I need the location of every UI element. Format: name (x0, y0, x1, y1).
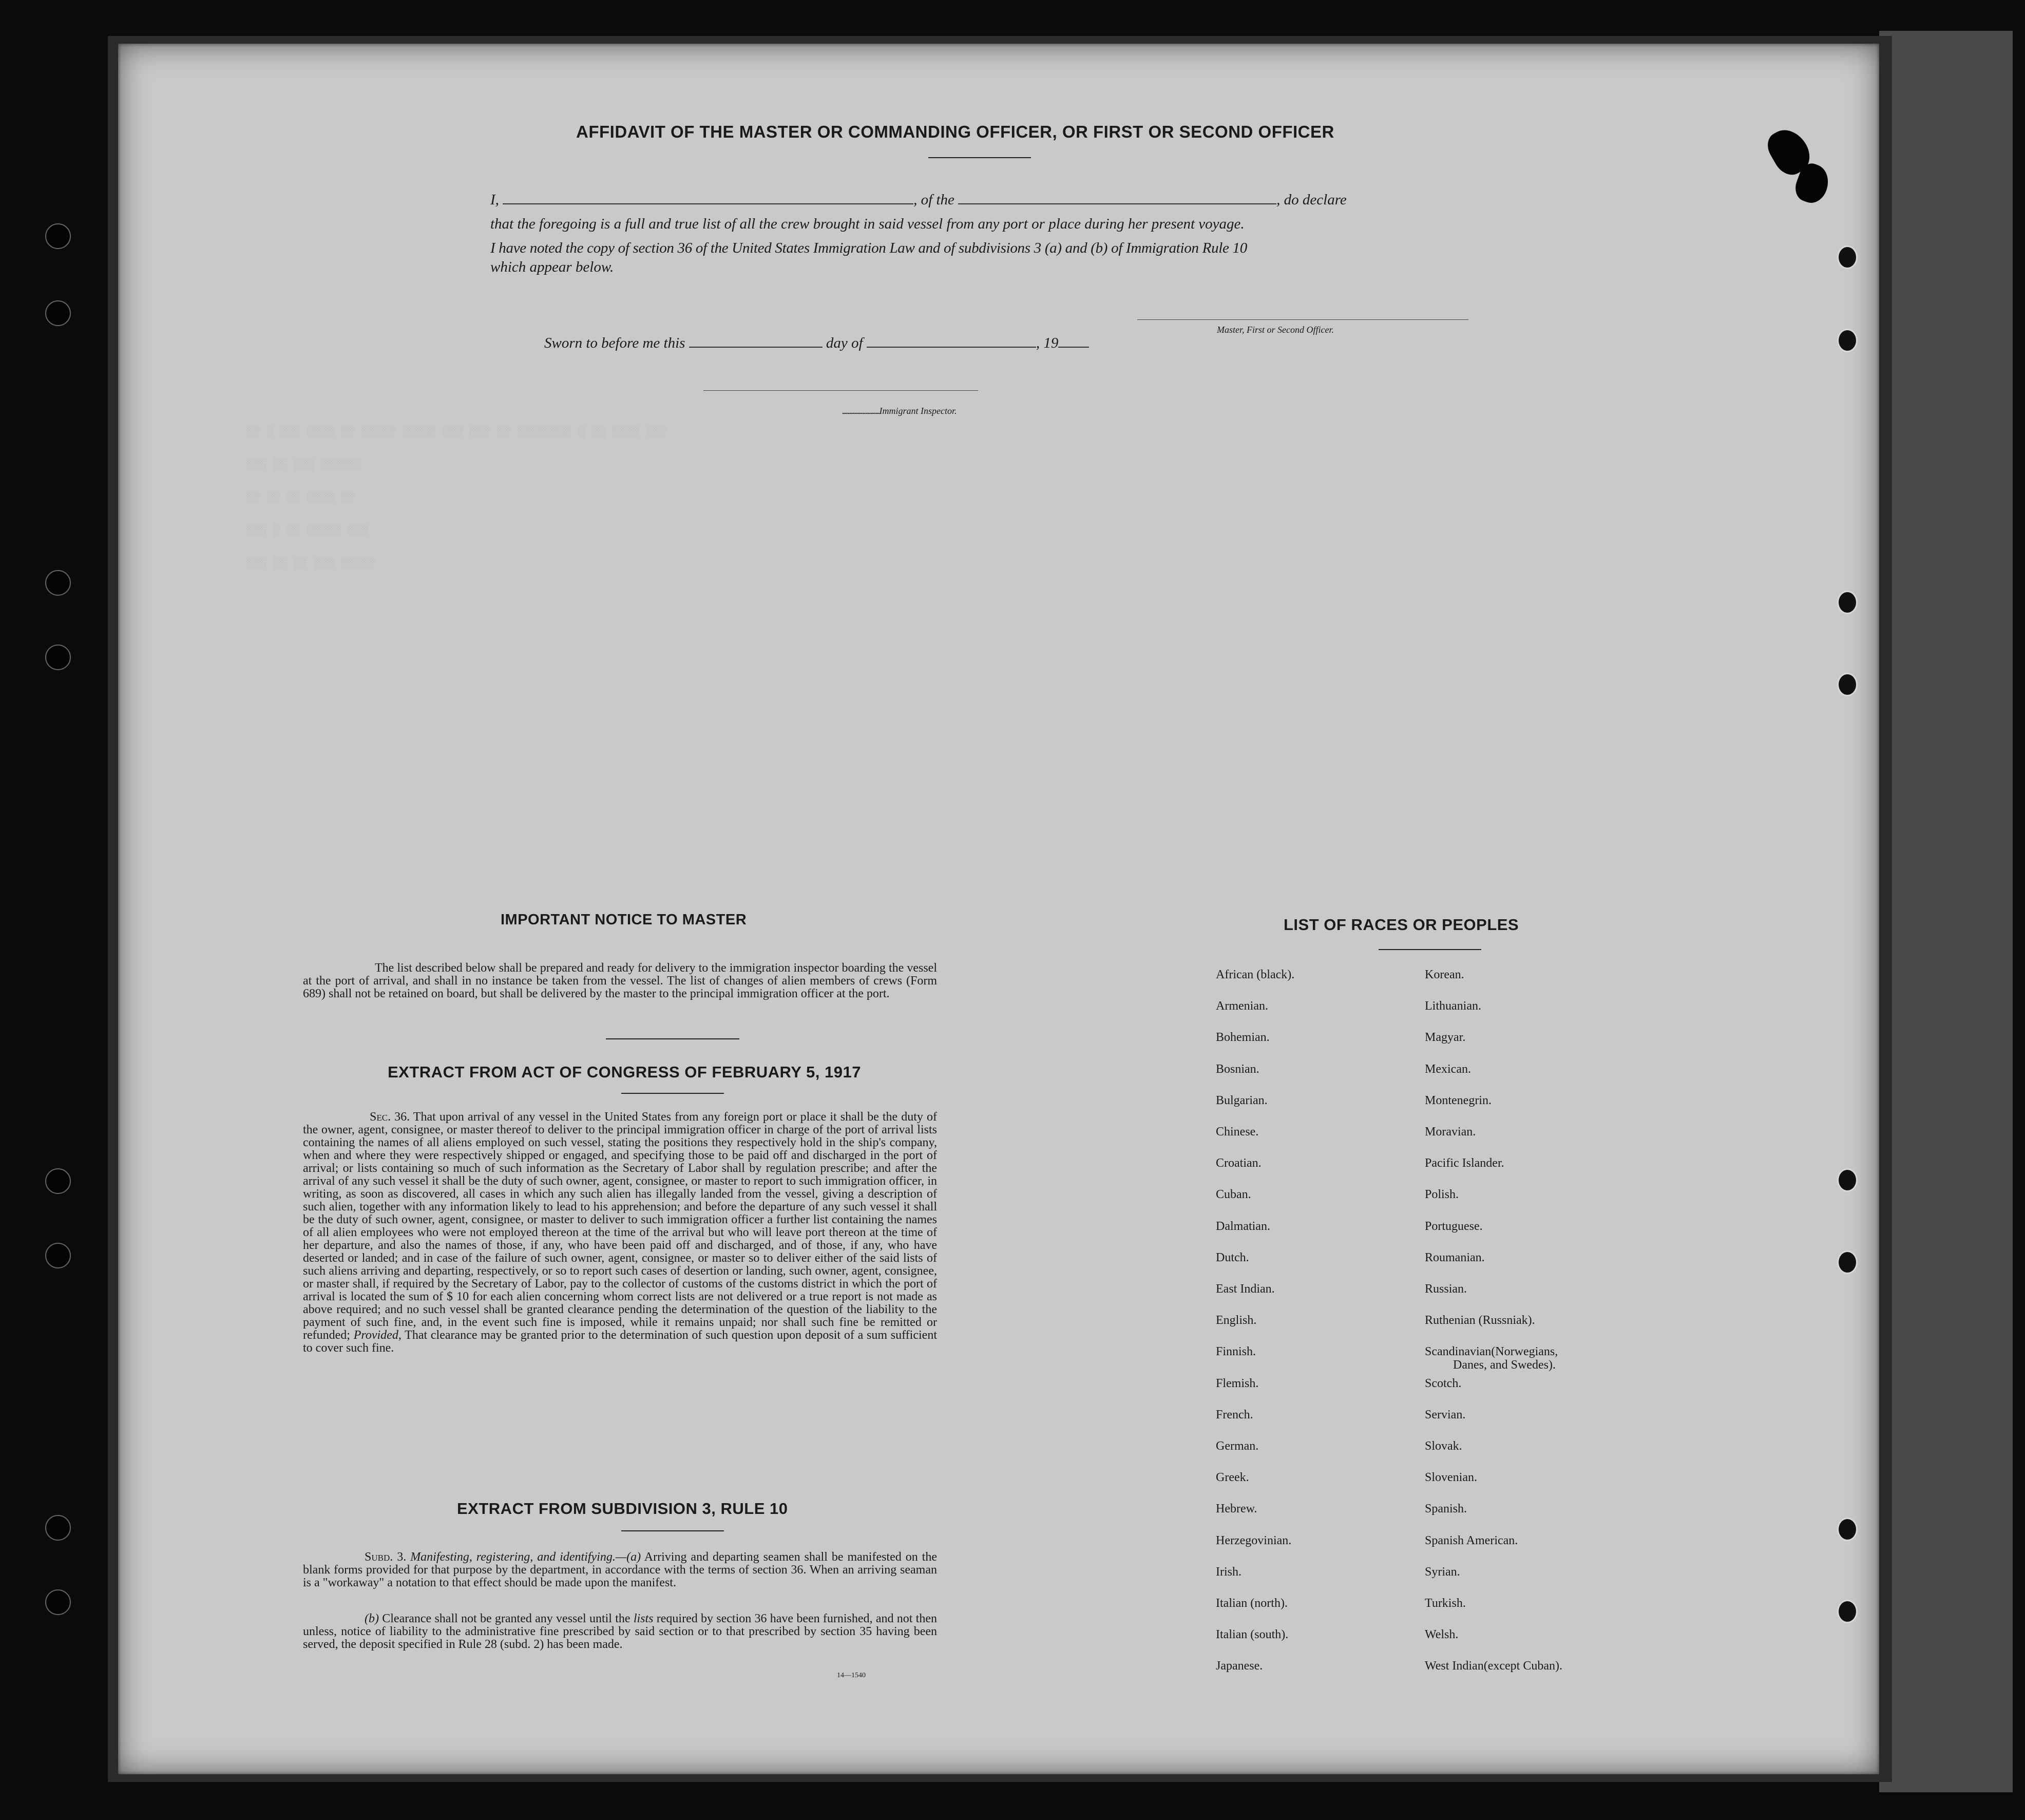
binder-hole (45, 1168, 71, 1194)
binder-hole (45, 1589, 71, 1615)
subd-b-lists: lists (633, 1612, 654, 1625)
race-item: Magyar. (1425, 1031, 1466, 1045)
rule-title-rule (621, 1530, 724, 1531)
race-item: French. (1216, 1408, 1253, 1421)
inspector-caption: Immigrant Inspector. (879, 406, 957, 416)
race-item: Bulgarian. (1216, 1093, 1268, 1107)
race-item-continuation: Danes, and Swedes). (1453, 1358, 1556, 1372)
race-item: Scandinavian(Norwegians, (1425, 1345, 1558, 1359)
declaration-line-3: I have noted the copy of section 36 of the United States Immigration Law and of subdivisions 3 (a) and (b) of Immigration Rule 10 (490, 240, 1247, 256)
form-number: 14—1540 (837, 1672, 866, 1679)
race-item: Bosnian. (1216, 1062, 1259, 1076)
underlying-page (1879, 31, 2013, 1792)
vessel-blank[interactable] (958, 203, 1276, 204)
race-item: Syrian. (1425, 1565, 1460, 1579)
act-extract-text (303, 1111, 937, 1355)
notice-text: The list described below shall be prepared and ready for delivery to the immigration inspector boarding the vessel at the port of arrival, and shall in no instance be taken from the vessel. The list of changes of alien members of crews (Form 689) shall not be retained on board, but shall be delivered by the master to the principal immigration officer at the port. (303, 961, 937, 1000)
race-item: Moravian. (1425, 1125, 1476, 1139)
race-item: Japanese. (1216, 1659, 1263, 1673)
year-blank[interactable] (1058, 347, 1089, 348)
race-item: Armenian. (1216, 999, 1268, 1013)
act-body-end: That clearance may be granted prior to the determination of such question upon deposit of a sum sufficient to cover such fine. (303, 1329, 937, 1355)
of-the-label: , of the (913, 192, 954, 208)
subd-b-text-1: Clearance shall not be granted any vessel until the (382, 1612, 631, 1625)
race-item: English. (1216, 1314, 1257, 1328)
bleed-through-text: ░░ ░ ░░░ ░░░░ ░░ ░░░░░ ░░░░░ ░░░ ░░░ ░░ ░░░░░░░░ ░ ░░ ░░░░ ░░░ ░░░ ░░ ░░░ ░░░░░░ ░░ ░░ ░░ ░░░░ ░░ ░░░ ░ ░░ ░░░░░ ░░░ ░░░ ░░ ░░ ░░░ ░░░░░ (246, 426, 667, 570)
binder-hole (1837, 1168, 1858, 1192)
race-item: Dalmatian. (1216, 1219, 1270, 1233)
race-item: Roumanian. (1425, 1250, 1485, 1264)
inspector-caption-row: .............................Immigrant Inspector. (842, 406, 957, 416)
day-of-label: day of (826, 335, 863, 351)
sec-label: Sec. 36. (370, 1110, 410, 1124)
race-item: Welsh. (1425, 1628, 1459, 1642)
provided-label: Provided, (353, 1329, 402, 1342)
race-item: Cuban. (1216, 1188, 1251, 1202)
race-item: Spanish American. (1425, 1533, 1518, 1547)
race-item: Italian (north). (1216, 1597, 1288, 1610)
rule-subd-a (303, 1551, 937, 1589)
subd-heading: Manifesting, registering, and identifying. (410, 1550, 616, 1564)
notice-title: IMPORTANT NOTICE TO MASTER (501, 912, 747, 928)
act-extract-title: EXTRACT FROM ACT OF CONGRESS OF FEBRUARY 5, 1917 (388, 1063, 861, 1081)
race-item: Bohemian. (1216, 1031, 1270, 1045)
race-item: Chinese. (1216, 1125, 1259, 1139)
races-title-rule (1379, 949, 1481, 950)
race-item: Italian (south). (1216, 1628, 1289, 1642)
race-item: Croatian. (1216, 1157, 1262, 1170)
race-item: East Indian. (1216, 1282, 1275, 1296)
race-item: Dutch. (1216, 1250, 1249, 1264)
document-page (118, 44, 1879, 1774)
race-item: Herzegovinian. (1216, 1533, 1292, 1547)
notice-rule (606, 1038, 739, 1039)
binder-hole (45, 300, 71, 326)
race-item: Scotch. (1425, 1376, 1462, 1390)
binder-hole (1837, 1518, 1858, 1541)
declaration-line-4: which appear below. (490, 259, 614, 275)
race-item: Mexican. (1425, 1062, 1471, 1076)
binder-hole (45, 1243, 71, 1268)
race-item: Greek. (1216, 1471, 1249, 1485)
binder-hole (1837, 1250, 1858, 1274)
binder-hole (45, 570, 71, 596)
binder-hole (1837, 673, 1858, 696)
race-item: Korean. (1425, 968, 1464, 981)
race-item: Hebrew. (1216, 1502, 1257, 1516)
binder-hole (1837, 329, 1858, 352)
binder-hole (45, 223, 71, 249)
act-body: That upon arrival of any vessel in the United States from any foreign port or place it shall be the duty of the owner, agent, consignee, or master thereof to deliver to the principal immigration officer in charge of the port of arrival lists containing the names of all aliens employed on such vessel, stating the positions they respectively hold in the ship's company, when and where they were respectively shipped or engaged, and specifying those to be paid off and discharged in the port of arrival; or lists containing so much of such information as the Secretary of Labor shall by regulation prescribe; and after the arrival of any such vessel it shall be the duty of such owner, agent, consignee, or master to report to such immigration officer, in writing, as soon as discovered, all cases in which any such alien has illegally landed from the vessel, giving a description of such alien, together with any information likely to lead to his apprehension; and before the departure of any such vessel it shall be the duty of such owner, agent, consignee, or master to deliver to such immigration officer a further list containing the names of all alien employees who were not employed thereon at the time of the arrival but who will leave port thereon at the time of her departure, and also the names of those, if any, who have been paid off and discharged, and of those, if any, who have deserted or landed; and in case of the failure of such owner, agent, consignee, or master so to deliver either of the said lists of such aliens arriving and departing, respectively, or so to report such cases of desertion or landing, such owner, agent, consignee, or master shall, if required by the Secretary of Labor, pay to the collector of customs of the customs district in which the port of arrival is located the sum of $ 10 for each alien concerning whom correct lists are not delivered or a true report is not made as above required; and no such vessel shall be granted clearance pending the determination of the question of the liability to the payment of such fine, and, in the event such fine is imposed, while it remains unpaid; nor shall such fine be remitted or refunded; (303, 1110, 937, 1342)
race-item: West Indian(except Cuban). (1425, 1659, 1562, 1673)
race-item: Lithuanian. (1425, 999, 1481, 1013)
affidavit-title: AFFIDAVIT OF THE MASTER OR COMMANDING OFFICER, OR FIRST OR SECOND OFFICER (576, 122, 1334, 141)
subd-label: Subd. 3. (365, 1550, 407, 1564)
inspector-signature-line[interactable] (703, 390, 978, 391)
race-item: Pacific Islander. (1425, 1157, 1504, 1170)
subd-b-text-2: required by section 36 have been furnished, and not then unless, notice of liability to the administrative fine prescribed by said section or to that prescribed by section 35 having been served, the deposit specified in Rule 28 (subd. 2) has been made. (303, 1612, 937, 1651)
declaration-line-1 (490, 192, 1471, 208)
year-label: , 19 (1036, 335, 1059, 351)
race-item: Spanish. (1425, 1502, 1467, 1516)
sworn-line (544, 335, 1089, 352)
title-rule (928, 157, 1031, 158)
officer-signature-line[interactable] (1137, 319, 1468, 320)
races-title: LIST OF RACES OR PEOPLES (1284, 916, 1519, 934)
rule-subd-b (303, 1613, 937, 1651)
race-item: German. (1216, 1439, 1259, 1453)
day-blank[interactable] (689, 347, 823, 348)
binder-hole (1837, 1600, 1858, 1623)
binder-hole (45, 1515, 71, 1541)
race-item: Ruthenian (Russniak). (1425, 1314, 1535, 1328)
race-item: Russian. (1425, 1282, 1467, 1296)
act-title-rule (621, 1093, 724, 1094)
race-item: Polish. (1425, 1188, 1459, 1202)
officer-caption: Master, First or Second Officer. (1217, 325, 1334, 335)
binder-hole (45, 644, 71, 670)
sworn-label: Sworn to before me this (544, 335, 685, 351)
name-blank[interactable] (503, 203, 913, 204)
race-item: Flemish. (1216, 1376, 1259, 1390)
race-item: Turkish. (1425, 1597, 1466, 1610)
race-item: Slovenian. (1425, 1471, 1477, 1485)
race-item: African (black). (1216, 968, 1295, 981)
subd-a-text: Arriving and departing seamen shall be manifested on the blank forms provided for that purpose by the department, in accordance with the terms of section 36. When an arriving seaman is a "workaway" a notation to that effect should be made upon the manifest. (303, 1550, 937, 1589)
declaration-line-2: that the foregoing is a full and true list of all the crew brought in said vessel from any port or place during her present voyage. (490, 216, 1245, 232)
race-item: Slovak. (1425, 1439, 1462, 1453)
race-item: Finnish. (1216, 1345, 1256, 1359)
do-declare-label: , do declare (1276, 192, 1347, 208)
rule-extract-title: EXTRACT FROM SUBDIVISION 3, RULE 10 (457, 1500, 788, 1518)
race-item: Portuguese. (1425, 1219, 1483, 1233)
month-blank[interactable] (867, 347, 1036, 348)
binder-hole (1837, 245, 1858, 269)
i-label: I, (490, 192, 499, 208)
race-item: Servian. (1425, 1408, 1466, 1421)
subd-b-label: (b) (365, 1612, 379, 1625)
subd-a-label: —(a) (615, 1550, 641, 1564)
race-item: Irish. (1216, 1565, 1241, 1579)
binder-hole (1837, 591, 1858, 614)
race-item: Montenegrin. (1425, 1093, 1492, 1107)
